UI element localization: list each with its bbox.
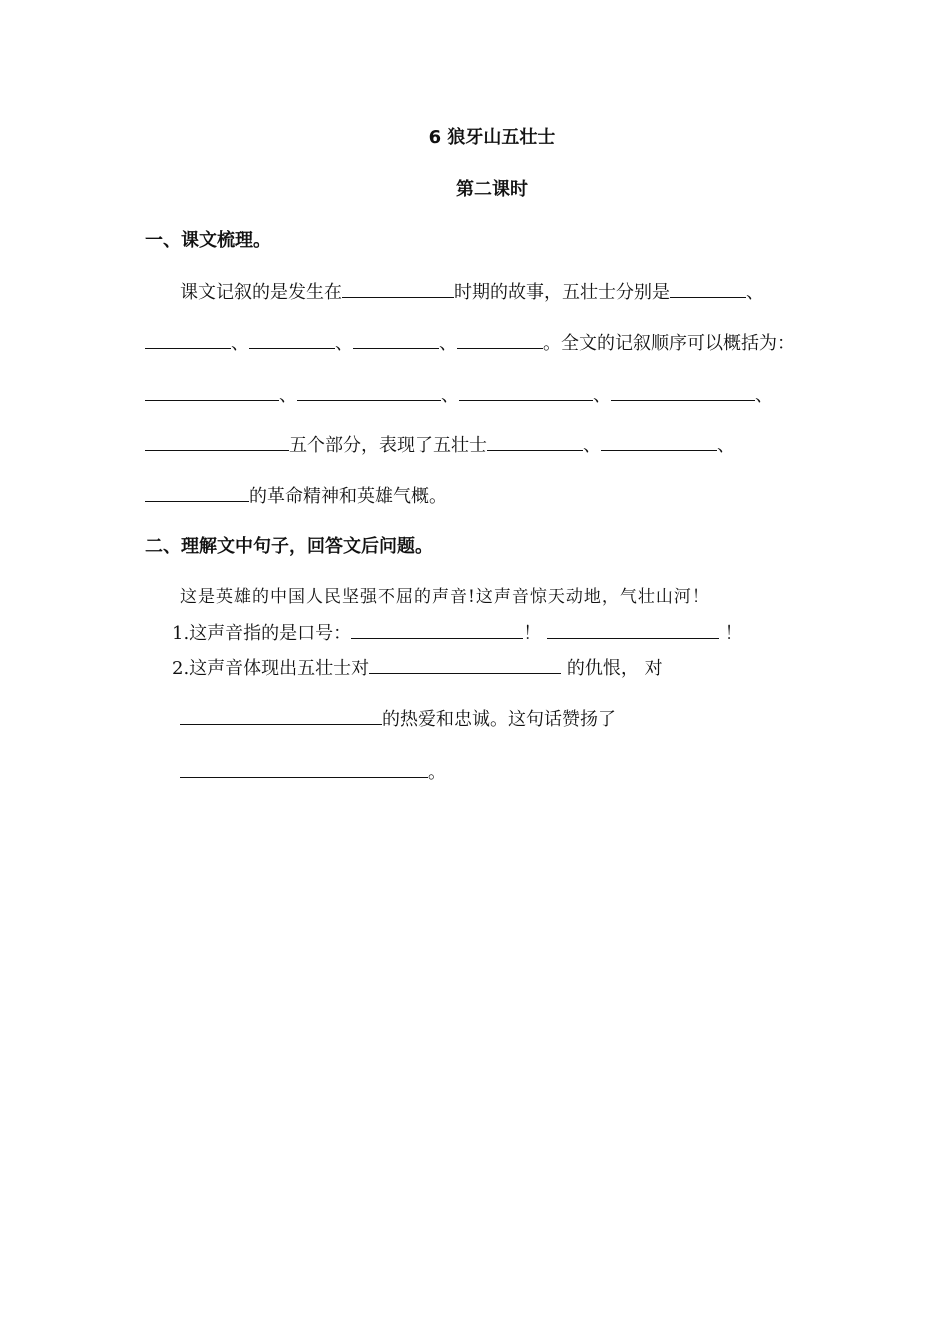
- blank-love[interactable]: [180, 706, 382, 725]
- text-segment: 时期的故事，五壮士分别是: [454, 282, 670, 303]
- blank-praise[interactable]: [180, 759, 428, 778]
- section1-line4: [145, 432, 735, 458]
- section1-line5: [145, 483, 447, 509]
- separator: 、: [717, 435, 735, 456]
- exclamation: ！: [523, 623, 542, 644]
- separator: 、: [746, 282, 764, 303]
- exclamation: ！: [724, 623, 743, 644]
- period: 。: [428, 762, 446, 783]
- question-text: 1.这声音指的是口号：: [172, 623, 352, 644]
- question-1: [172, 620, 743, 646]
- separator: 、: [279, 385, 297, 406]
- section2-heading: 二、理解文中句子，回答文后问题。: [145, 536, 433, 557]
- blank-hero-1[interactable]: [670, 279, 746, 298]
- separator: 、: [441, 385, 459, 406]
- blank-part-2[interactable]: [297, 382, 441, 401]
- section1-line2: [145, 330, 795, 356]
- blank-part-1[interactable]: [145, 382, 279, 401]
- blank-period[interactable]: [342, 279, 454, 298]
- blank-part-5[interactable]: [145, 432, 289, 451]
- question-text: 的热爱和忠诚。这句话赞扬了: [382, 709, 616, 730]
- blank-hatred[interactable]: [369, 655, 561, 674]
- blank-part-4[interactable]: [611, 382, 755, 401]
- page-subtitle: 第二课时: [456, 179, 528, 200]
- section1-heading: 一、课文梳理。: [145, 230, 271, 251]
- blank-part-3[interactable]: [459, 382, 593, 401]
- text-segment: 课文记叙的是发生在: [180, 282, 342, 303]
- question-text: 的仇恨， 对: [561, 658, 663, 679]
- separator: 、: [439, 333, 457, 354]
- page-title: 6 狼牙山五壮士: [428, 127, 556, 148]
- text-segment: 的革命精神和英雄气概。: [249, 486, 447, 507]
- section1-line1: [180, 279, 764, 305]
- quoted-sentence: 这是英雄的中国人民坚强不屈的声音!这声音惊天动地，气壮山河！: [180, 587, 710, 607]
- section1-line3: [145, 382, 773, 408]
- text-segment: 。全文的记叙顺序可以概括为：: [543, 333, 795, 354]
- separator: 、: [583, 435, 601, 456]
- blank-quality-2[interactable]: [601, 432, 717, 451]
- text-segment: 五个部分，表现了五壮士: [289, 435, 487, 456]
- question-text: 2.这声音体现出五壮士对: [172, 658, 370, 679]
- blank-quality-3[interactable]: [145, 483, 249, 502]
- blank-slogan-2[interactable]: [547, 620, 719, 639]
- separator: 、: [755, 385, 773, 406]
- blank-hero-5[interactable]: [457, 330, 543, 349]
- blank-hero-3[interactable]: [249, 330, 335, 349]
- separator: 、: [231, 333, 249, 354]
- question-2-line2: [180, 706, 616, 732]
- question-2: [172, 655, 663, 681]
- blank-hero-4[interactable]: [353, 330, 439, 349]
- separator: 、: [335, 333, 353, 354]
- question-2-line3: [180, 759, 446, 785]
- blank-slogan-1[interactable]: [351, 620, 523, 639]
- blank-quality-1[interactable]: [487, 432, 583, 451]
- blank-hero-2[interactable]: [145, 330, 231, 349]
- separator: 、: [593, 385, 611, 406]
